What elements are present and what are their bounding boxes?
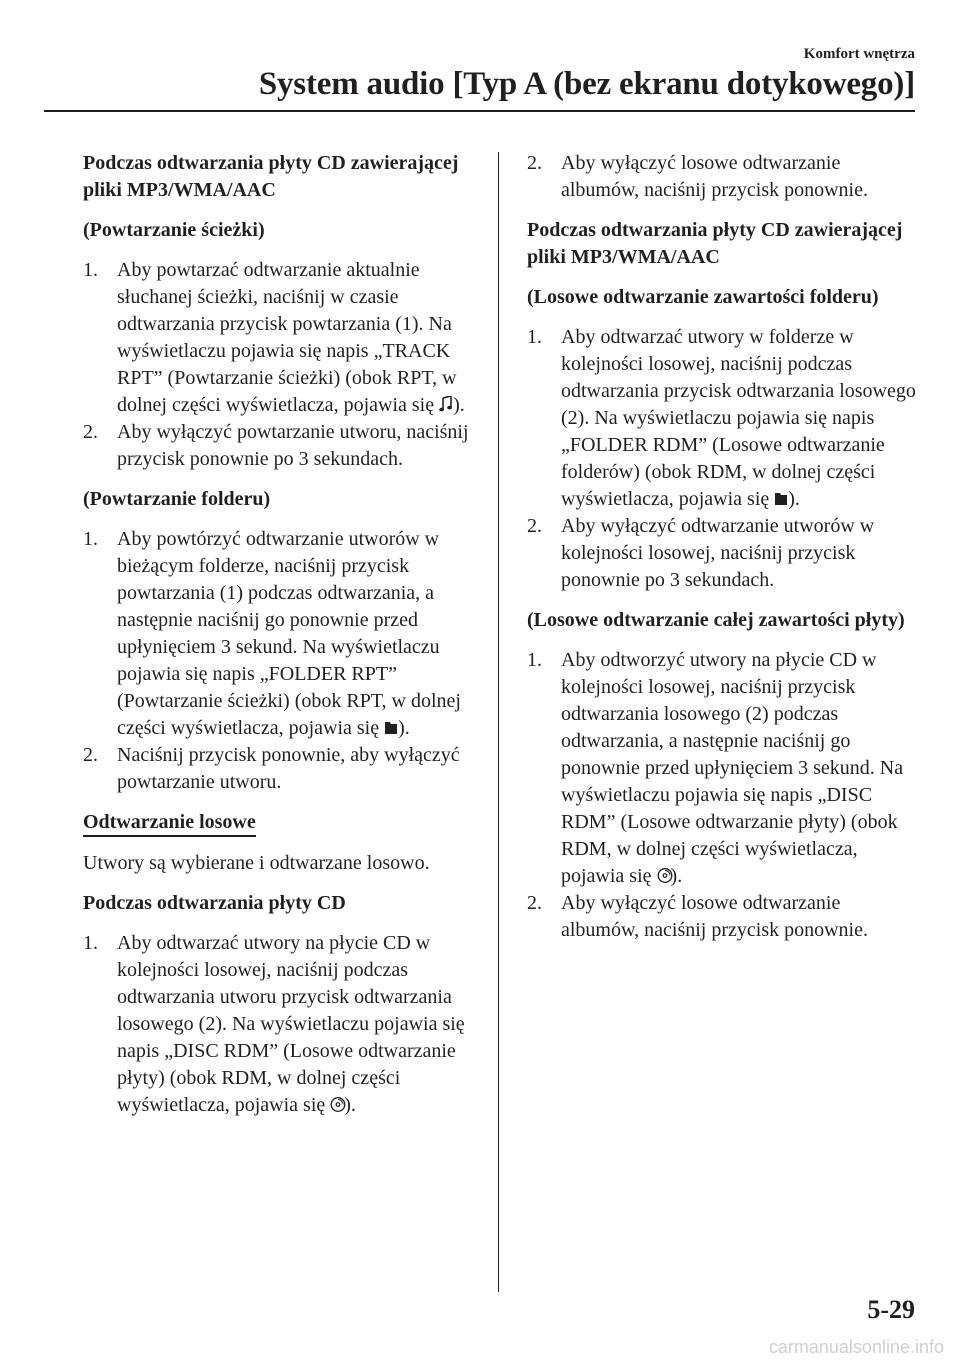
step-text: Aby wyłączyć losowe odtwarzanie albumów, naciśnij przycisk ponownie.: [561, 892, 868, 941]
step-number: 1.: [527, 649, 542, 671]
header-rule: [44, 110, 915, 112]
music-note-icon: [439, 396, 453, 413]
list-item: [527, 150, 922, 204]
step-number: 1.: [83, 932, 98, 954]
step-text: Aby wyłączyć powtarzanie utworu, naciśnij przycisk ponownie po 3 sekundach.: [117, 421, 469, 470]
section-title-random-playback: Odtwarzanie losowe: [83, 810, 256, 837]
disc-icon: [330, 1096, 344, 1113]
list-item: [83, 742, 475, 796]
step-text-tail: ).: [398, 717, 410, 739]
column-divider: [498, 152, 499, 1292]
step-text: Aby odtwarzać utwory w folderze w kolejności losowej, naciśnij podczas odtwarzania przycisk odtwarzania losowego (2). Na wyświetlaczu pojawia się napis „FOLDER RDM” (Losowe odtwarzanie folderów) (obok RDM, w dolnej części wyświetlacza, pojawia się: [561, 326, 916, 510]
subheading-track-repeat: (Powtarzanie ścieżki): [83, 219, 265, 241]
right-column: [527, 150, 922, 957]
step-number: 1.: [83, 528, 98, 550]
step-number: 2.: [83, 421, 98, 443]
subheading-folder-repeat: (Powtarzanie folderu): [83, 488, 271, 510]
list-item: [83, 419, 475, 473]
folder-icon: [384, 719, 398, 736]
step-number: 2.: [527, 892, 542, 914]
subheading-folder-random: (Losowe odtwarzanie zawartości folderu): [527, 286, 879, 308]
subheading-disc-random: (Losowe odtwarzanie całej zawartości płyty): [527, 609, 905, 631]
step-text: Aby odtwarzać utwory na płycie CD w kolejności losowej, naciśnij podczas odtwarzania utworu przycisk odtwarzania losowego (2). Na wyświetlaczu pojawia się napis „DISC RDM” (Losowe odtwarzanie płyty) (obok RDM, w dolnej części wyświetlacza, pojawia się: [117, 932, 465, 1116]
step-text: Aby powtórzyć odtwarzanie utworów w bieżącym folderze, naciśnij przycisk powtarzania (1) podczas odtwarzania, a następnie naciśnij go ponownie przed upłynięciem 3 sekund. Na wyświetlaczu pojawia się napis „FOLDER RPT” (Powtarzanie ścieżki) (obok RPT, w dolnej części wyświetlacza, pojawia się: [117, 528, 461, 739]
page-title: System audio [Typ A (bez ekranu dotykowego)]: [258, 66, 915, 102]
list-item: [527, 647, 922, 890]
step-number: 2.: [527, 152, 542, 174]
track-repeat-steps: [83, 257, 475, 473]
list-item: [527, 513, 922, 594]
disc-icon: [657, 867, 671, 884]
section-random-wrap: [83, 809, 475, 837]
random-intro: Utwory są wybierane i odtwarzane losowo.: [83, 852, 430, 874]
subheading-mp3-playback: Podczas odtwarzania płyty CD zawierającej pliki MP3/WMA/AAC: [83, 152, 459, 201]
page-number: 5-29: [867, 1295, 915, 1324]
list-item: [83, 930, 475, 1119]
folder-repeat-steps: [83, 526, 475, 796]
subheading-mp3-playback-2: Podczas odtwarzania płyty CD zawierającej pliki MP3/WMA/AAC: [527, 219, 903, 268]
step-text-tail: ).: [344, 1094, 356, 1116]
step-number: 2.: [527, 515, 542, 537]
step-text: Aby wyłączyć odtwarzanie utworów w kolejności losowej, naciśnij przycisk ponownie po 3 sekundach.: [561, 515, 875, 591]
folder-icon: [774, 490, 788, 507]
step-number: 1.: [527, 326, 542, 348]
disc-random-steps: [527, 647, 922, 944]
step-text: Aby odtworzyć utwory na płycie CD w kolejności losowej, naciśnij przycisk odtwarzania losowego (2) podczas odtwarzania, a następnie naciśnij go ponownie przed upłynięciem 3 sekund. Na wyświetlaczu pojawia się napis „DISC RDM” (Losowe odtwarzanie płyty) (obok RDM, w dolnej części wyświetlacza, pojawia się: [561, 649, 904, 887]
step-text: Aby wyłączyć losowe odtwarzanie albumów, naciśnij przycisk ponownie.: [561, 152, 868, 201]
step-number: 2.: [83, 744, 98, 766]
header-section-label: Komfort wnętrza: [803, 46, 915, 62]
step-text: Naciśnij przycisk ponownie, aby wyłączyć powtarzanie utworu.: [117, 744, 460, 793]
step-text-tail: ).: [670, 865, 683, 887]
cd-random-steps: [83, 930, 475, 1119]
list-item: [527, 890, 922, 944]
left-column: [83, 150, 475, 1132]
list-item: [83, 526, 475, 742]
step-text-tail: ).: [788, 488, 800, 510]
step-text-tail: ).: [453, 394, 465, 416]
cd-random-steps-continued: [527, 150, 922, 204]
list-item: [83, 257, 475, 419]
footer-watermark: carmanualsonline.info: [768, 1337, 944, 1357]
folder-random-steps: [527, 324, 922, 594]
list-item: [527, 324, 922, 513]
step-number: 1.: [83, 259, 98, 281]
subheading-cd-playback: Podczas odtwarzania płyty CD: [83, 892, 346, 914]
step-text: Aby powtarzać odtwarzanie aktualnie słuchanej ścieżki, naciśnij w czasie odtwarzania przycisk powtarzania (1). Na wyświetlaczu pojawia się napis „TRACK RPT” (Powtarzanie ścieżki) (obok RPT, w dolnej części wyświetlacza, pojawia się: [117, 259, 457, 416]
